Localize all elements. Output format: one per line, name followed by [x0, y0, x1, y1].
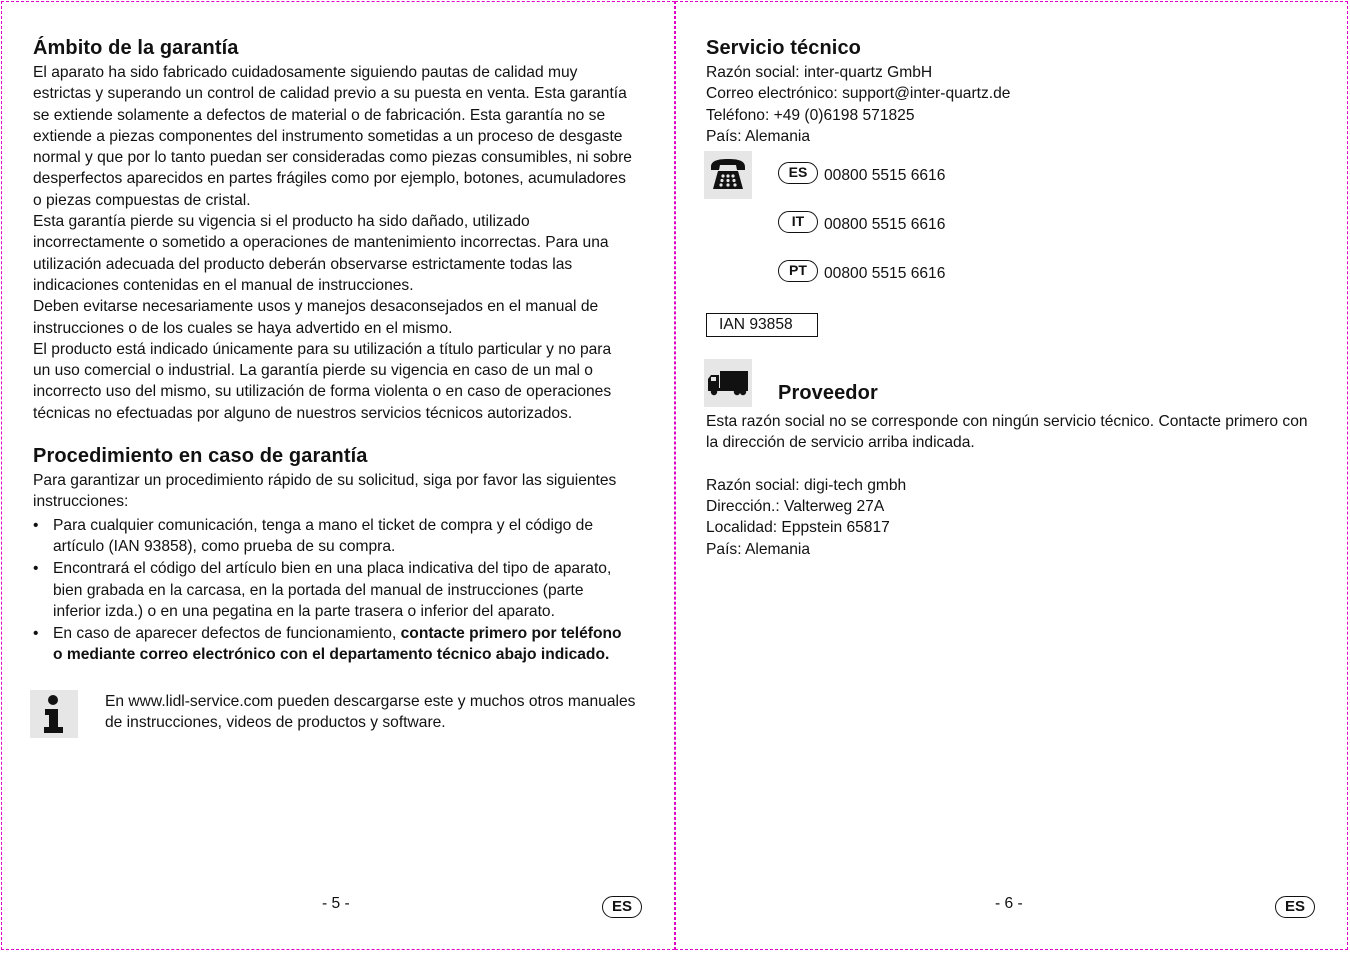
info-line: de instrucciones, videos de productos y software.: [105, 714, 446, 732]
warranty-procedure-heading: Procedimiento en caso de garantía: [33, 445, 368, 468]
bullet-emphasis: contacte primero por teléfono: [400, 625, 622, 643]
procedure-intro-line: instrucciones:: [33, 493, 129, 511]
warranty-scope-line: El aparato ha sido fabricado cuidadosamente siguiendo pautas de calidad muy: [33, 64, 578, 81]
bullet-line: inferior izda.) o en una pegatina en la parte trasera o inferior del aparato.: [53, 602, 555, 620]
page-left: [1, 1, 675, 950]
warranty-scope-line: Deben evitarse necesariamente usos y manejos desaconsejados en el manual de: [33, 298, 599, 316]
hotline-number: 00800 5515 6616: [824, 216, 946, 234]
warranty-scope-line: incorrecto uso del mismo, su utilización de forma violenta o en caso de operaciones: [33, 383, 612, 401]
supplier-address-line: Localidad: Eppstein 65817: [706, 519, 890, 537]
hotline-number: 00800 5515 6616: [824, 167, 946, 185]
paragraph-spacer: [706, 454, 1318, 475]
warranty-scope-line: se extiende solamente a defectos de material o de fabricación. Esta garantía no se: [33, 106, 606, 124]
warranty-scope-line: Esta garantía pierde su vigencia si el producto ha sido dañado, utilizado: [33, 213, 530, 231]
warranty-scope-line: incorrectamente o sometido a operaciones de mantenimiento incorrectas. Para una: [33, 234, 609, 252]
section-spacer: [33, 424, 645, 442]
page-number: - 5 -: [322, 895, 350, 912]
country-badge: IT: [778, 211, 818, 233]
warranty-scope-line: El producto está indicado únicamente para su utilización a título particular y no para: [33, 340, 612, 358]
bullet-line: En caso de aparecer defectos de funcionamiento,: [53, 625, 401, 643]
ian-code-box: IAN 93858: [706, 313, 818, 337]
procedure-bullet-item: [53, 515, 645, 558]
info-icon: [30, 690, 78, 738]
bullet-line: bien grabada en la carcasa, en la portada del manual de instrucciones (parte: [53, 581, 584, 599]
supplier-address-line: Dirección.: Valterweg 27A: [706, 498, 885, 516]
warranty-scope-line: técnicas no efectuadas por alguno de nuestros servicios técnicos autorizados.: [33, 404, 573, 422]
procedure-bullet-list: [33, 515, 645, 666]
procedure-bullet-item: [53, 623, 645, 666]
service-line: Correo electrónico: support@inter-quartz.de: [706, 85, 1011, 103]
country-badge: ES: [778, 162, 818, 184]
warranty-scope-heading: Ámbito de la garantía: [33, 37, 239, 59]
bullet-line: Para cualquier comunicación, tenga a mano el ticket de compra y el código de: [53, 516, 594, 534]
info-icon-graphic: [38, 694, 70, 734]
telephone-icon-graphic: [709, 158, 747, 192]
telephone-icon: [704, 151, 752, 199]
service-line: Razón social: inter-quartz GmbH: [706, 64, 933, 81]
service-heading: Servicio técnico: [706, 37, 861, 59]
right-content: [706, 34, 1318, 560]
warranty-scope-line: un uso comercial o industrial. La garantía pierde su vigencia en caso de un mal o: [33, 362, 593, 380]
hotline-number: 00800 5515 6616: [824, 265, 946, 283]
hotline-entry: [778, 212, 945, 238]
language-badge: ES: [1275, 896, 1315, 918]
country-badge: PT: [778, 260, 818, 282]
supplier-header: [706, 359, 1318, 409]
bullet-line: Encontrará el código del artículo bien en una placa indicativa del tipo de aparato,: [53, 560, 612, 578]
bullet-emphasis: o mediante correo electrónico con el departamento técnico abajo indicado.: [53, 646, 610, 664]
supplier-address-line: Razón social: digi-tech gmbh: [706, 476, 907, 494]
supplier-notice-line: la dirección de servicio arriba indicada.: [706, 434, 975, 452]
procedure-bullet-item: [53, 558, 645, 622]
warranty-scope-line: normal y que por lo tanto puedan ser consideradas como piezas consumibles, ni sobre: [33, 149, 632, 167]
page-right: [675, 1, 1348, 950]
supplier-heading: Proveedor: [778, 382, 878, 405]
info-note: [30, 690, 650, 742]
hotline-entry: [778, 261, 945, 287]
service-line: Teléfono: +49 (0)6198 571825: [706, 106, 915, 124]
supplier-address-line: País: Alemania: [706, 540, 811, 558]
warranty-scope-line: estrictas y superando un control de calidad previo a su puesta en venta. Esta garantía: [33, 85, 627, 103]
truck-icon: [704, 359, 752, 407]
truck-icon-graphic: [707, 370, 749, 396]
info-line: En www.lidl-service.com pueden descargarse este y muchos otros manuales: [105, 693, 636, 710]
warranty-scope-line: extiende a piezas componentes del instrumento sometidas a un proceso de desgaste: [33, 127, 623, 145]
left-content: [33, 34, 645, 666]
service-line: País: Alemania: [706, 127, 811, 145]
warranty-scope-line: desperfectos aparecidos en partes frágiles como por ejemplo, botones, acumuladores: [33, 170, 626, 188]
language-badge: ES: [602, 896, 642, 918]
hotline-entry: [778, 163, 945, 189]
warranty-scope-line: instrucciones o de los cuales se haya advertido en el mismo.: [33, 319, 453, 337]
warranty-scope-line: utilización adecuada del producto deberán observarse estrictamente todas las: [33, 255, 573, 273]
supplier-notice-line: Esta razón social no se corresponde con ningún servicio técnico. Contacte primero con: [706, 413, 1308, 431]
page-number: - 6 -: [995, 895, 1023, 912]
hotline-block: [706, 151, 1318, 311]
bullet-line: artículo (IAN 93858), como prueba de su compra.: [53, 537, 396, 555]
warranty-scope-line: o piezas compuestas de cristal.: [33, 191, 251, 209]
info-text: [105, 691, 650, 734]
warranty-scope-line: indicaciones contenidas en el manual de instrucciones.: [33, 276, 414, 294]
procedure-intro-line: Para garantizar un procedimiento rápido de su solicitud, siga por favor las siguientes: [33, 472, 617, 490]
